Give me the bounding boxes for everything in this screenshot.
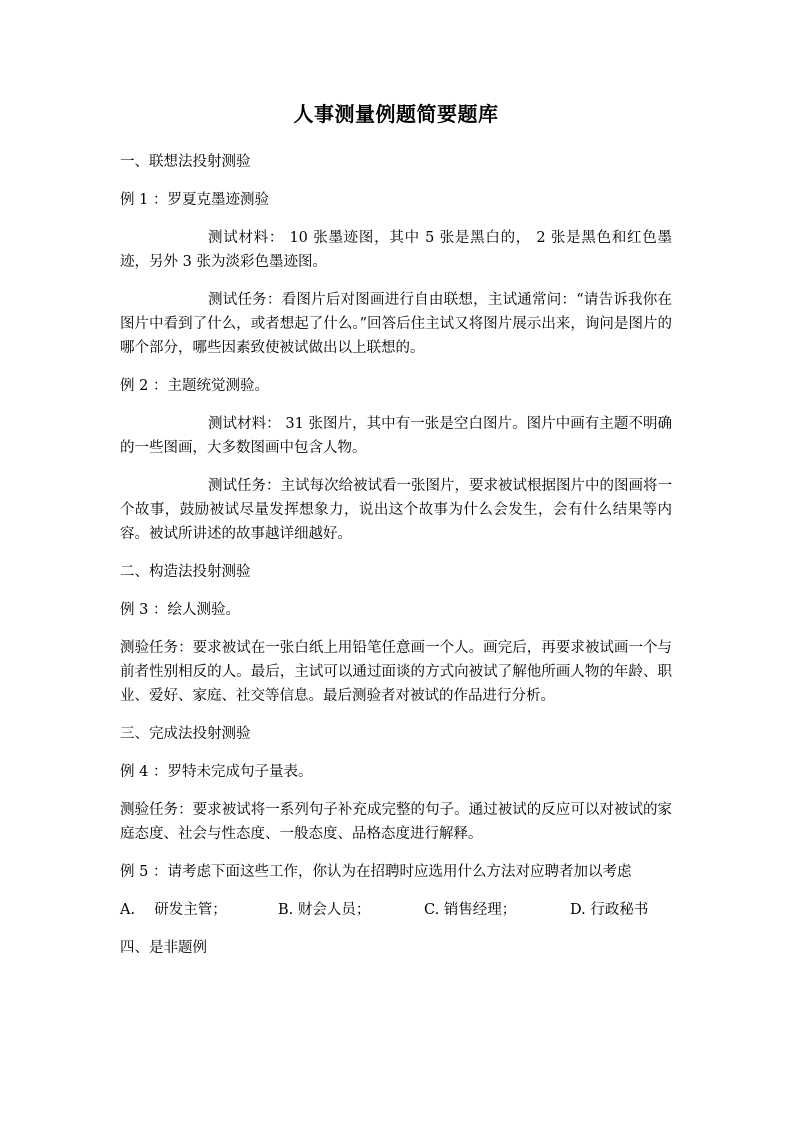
section-heading-3: 三、完成法投射测验 (120, 726, 251, 742)
option-c: C. 销售经理； (424, 902, 517, 918)
example-4-task: 测验任务：要求被试将一系列句子补充成完整的句子。通过被试的反应可以对被试的家庭态度、社会与性态度、一般态度、品格态度进行解释。 (120, 802, 672, 842)
example-2-material: 测试材料： 31 张图片，其中有一张是空白图片。图片中画有主题不明确的一些图画，大多数图画中包含人物。 (120, 416, 672, 456)
section-heading-2: 二、构造法投射测验 (120, 564, 251, 580)
example-5-title: 例 5 ：请考虑下面这些工作，你认为在招聘时应选用什么方法对应聘者加以考虑 (120, 864, 632, 880)
example-2-task: 测试任务：主试每次给被试看一张图片，要求被试根据图片中的图画将一个故事，鼓励被试尽量发挥想象力，说出这个故事为什么会发生，会有什么结果等内容。被试所讲述的故事越详细越好。 (120, 478, 672, 542)
option-a: A. 研发主管； (120, 902, 227, 918)
example-1-task: 测试任务：看图片后对图画进行自由联想，主试通常问：“请告诉我你在图片中看到了什么，或者想起了什么。”回答后住主试又将图片展示出来，询问是图片的哪个部分，哪些因素致使被试做出以上联想的。 (120, 292, 672, 356)
example-3-task: 测验任务：要求被试在一张白纸上用铅笔任意画一个人。画完后，再要求被试画一个与前者性别相反的人。最后，主试可以通过面谈的方式向被试了解他所画人物的年龄、职业、爱好、家庭、社交等信息。最后测验者对被试的作品进行分析。 (120, 640, 672, 704)
document-content (120, 100, 672, 974)
section-heading-4: 四、是非题例 (120, 940, 207, 956)
example-3-title: 例 3 ：绘人测验。 (120, 602, 240, 618)
example-1-title: 例 1 ：罗夏克墨迹测验 (120, 192, 269, 208)
example-5-options (120, 898, 672, 922)
example-4-title: 例 4 ：罗特未完成句子量表。 (120, 764, 313, 780)
example-1-material: 测试材料： 10 张墨迹图，其中 5 张是黑白的， 2 张是黑色和红色墨迹，另外 3 张为淡彩色墨迹图。 (120, 230, 672, 270)
option-d: D. 行政秘书 (570, 902, 649, 918)
section-heading-1: 一、联想法投射测验 (120, 154, 251, 170)
option-b: B. 财会人员； (278, 902, 371, 918)
document-title: 人事测量例题简要题库 (293, 102, 499, 126)
example-2-title: 例 2 ：主题统觉测验。 (120, 378, 269, 394)
